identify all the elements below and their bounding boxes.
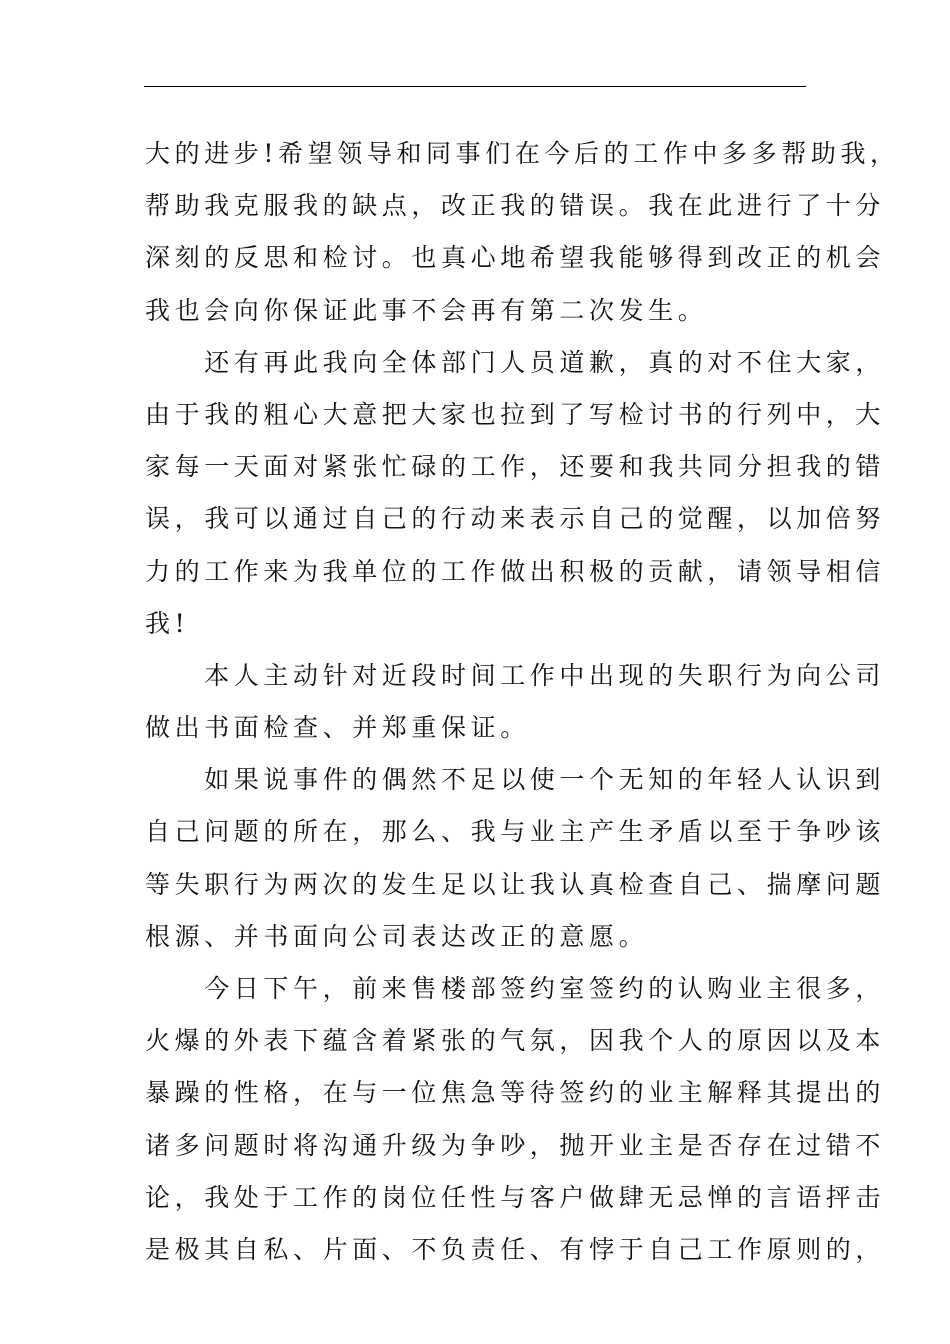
text-line: 由于我的粗心大意把大家也拉到了写检讨书的行列中，大: [145, 399, 886, 429]
text-line: 根源、并书面向公司表达改正的意愿。: [145, 921, 649, 951]
text-line: 还有再此我向全体部门人员道歉，真的对不住大家，: [145, 347, 886, 377]
text-line: 力的工作来为我单位的工作做出积极的贡献，请领导相信: [145, 556, 886, 586]
text-line: 做出书面检查、并郑重保证。: [145, 713, 530, 743]
text-line: 大的进步!希望领导和同事们在今后的工作中多多帮助我，: [145, 139, 900, 168]
text-line: 我也会向你保证此事不会再有第二次发生。: [145, 295, 708, 325]
text-line: 深刻的反思和检讨。也真心地希望我能够得到改正的机会: [145, 243, 886, 273]
text-line: 今日下午，前来售楼部签约室签约的认购业主很多，: [145, 974, 886, 1003]
text-line: 暴躁的性格，在与一位焦急等待签约的业主解释其提出的: [145, 1078, 886, 1108]
text-line: 等失职行为两次的发生足以让我认真检查自己、揣摩问题: [145, 869, 886, 899]
text-line: 是极其自私、片面、不负责任、有悖于自己工作原则的，: [145, 1234, 886, 1264]
header-divider: [144, 86, 806, 87]
text-line: 帮助我克服我的缺点，改正我的错误。我在此进行了十分: [145, 191, 886, 221]
document-body: [145, 128, 900, 1276]
text-line: 火爆的外表下蕴含着紧张的气氛，因我个人的原因以及本: [145, 1026, 886, 1056]
text-line: 家每一天面对紧张忙碌的工作，还要和我共同分担我的错: [145, 452, 886, 482]
text-line: 诸多问题时将沟通升级为争吵，抛开业主是否存在过错不: [145, 1130, 886, 1160]
text-line: 论，我处于工作的岗位任性与客户做肆无忌惮的言语抨击: [145, 1182, 886, 1212]
text-line: 本人主动针对近段时间工作中出现的失职行为向公司: [145, 660, 886, 690]
text-line: 如果说事件的偶然不足以使一个无知的年轻人认识到: [145, 765, 886, 795]
text-line: 我!: [145, 608, 190, 638]
text-line: 误，我可以通过自己的行动来表示自己的觉醒，以加倍努: [145, 504, 886, 534]
text-line: 自己问题的所在，那么、我与业主产生矛盾以至于争吵该: [145, 817, 886, 847]
